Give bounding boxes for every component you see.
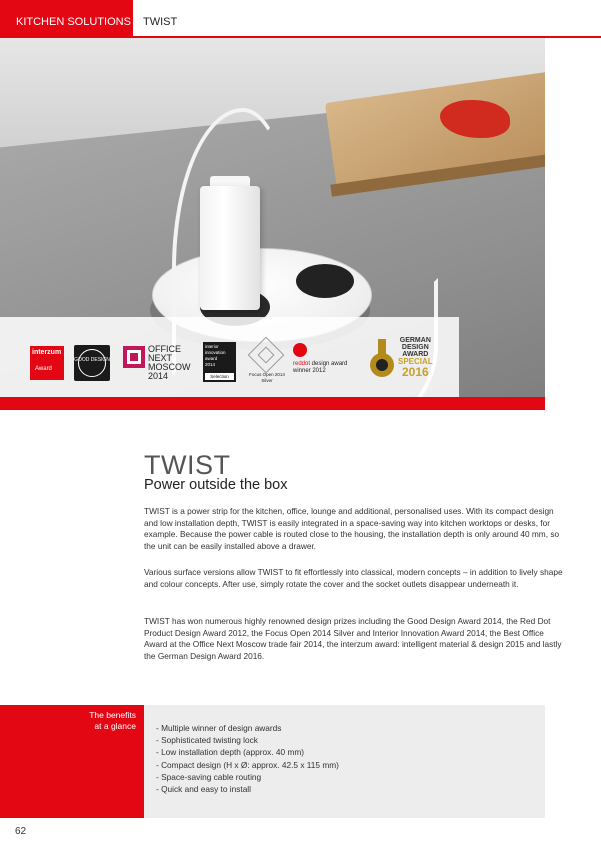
page-subtitle: Power outside the box	[144, 477, 288, 493]
list-item: - Low installation depth (approx. 40 mm)	[156, 747, 305, 758]
surface-paragraph: Various surface versions allow TWIST to fit effortlessly into classical, modern concepts – in addition to lively shape and colour concepts. After use, simply rotate the cover and the socket outlets disappear underneath it.	[144, 567, 563, 589]
page-number: 62	[15, 826, 27, 837]
office-next-logo-icon	[123, 346, 145, 368]
page-title: TWIST	[144, 450, 231, 480]
section-label: KITCHEN SOLUTIONS	[16, 16, 131, 28]
list-item: - Quick and easy to install	[156, 784, 251, 795]
section-tab	[0, 0, 133, 38]
focus-open-text: Focus Open 2014 Silver	[249, 372, 285, 383]
german-design-award-trophy-icon	[368, 339, 396, 379]
reddot-icon	[293, 343, 307, 357]
iia-selection: Selection	[205, 373, 234, 380]
photo-red-strip	[0, 397, 545, 410]
awards-paragraph: TWIST has won numerous highly renowned design prizes including the Good Design Award 2014, the Red Dot Product Design Award 2012, the Focus Open 2014 Silver and Interior Innovation Award 2014, the Best Office Award at the Office Next Moscow trade fair 2014, the interzum award: intelligent material & design 2015 and lastly the German Design Award 2016.	[144, 616, 562, 661]
good-design-text: GOOD DESIGN	[74, 357, 110, 363]
product-label: TWIST	[143, 16, 178, 28]
list-item: - Sophisticated twisting lock	[156, 735, 258, 746]
interzum-bottom: Award	[35, 366, 52, 372]
focus-open-logo-icon	[248, 337, 285, 374]
benefits-label: The benefits at a glance	[0, 705, 144, 818]
good-design-ring	[78, 349, 106, 377]
list-item: - Compact design (H x Ø: approx. 42.5 x 115 mm)	[156, 759, 339, 770]
interior-innovation-award-logo: interior innovation award 2014 Selection	[203, 342, 236, 382]
page-header	[0, 0, 601, 38]
list-item: - Space-saving cable routing	[156, 771, 262, 782]
awards-band	[0, 317, 459, 397]
office-next-text: OFFICE NEXT MOSCOW 2014	[148, 344, 191, 381]
good-design-logo	[74, 345, 110, 381]
interzum-award-logo	[30, 346, 64, 380]
interzum-top: interzum	[32, 349, 62, 356]
benefits-list	[156, 722, 339, 795]
german-design-award-text: GERMAN DESIGN AWARD SPECIAL 2016	[398, 337, 433, 379]
intro-paragraph: TWIST is a power strip for the kitchen, office, lounge and additional, personalised uses. With its compact design and low installation depth, TWIST is easily integrated in a space-saving way into kitchen worktops or desks, for example. Because the power cable is routed close to the housing, the installation depth is only around 40 mm, so the unit can be easily installed above a drawer.	[144, 506, 560, 551]
reddot-text: reddot design award winner 2012	[293, 361, 348, 374]
list-item: - Multiple winner of design awards	[156, 723, 282, 733]
